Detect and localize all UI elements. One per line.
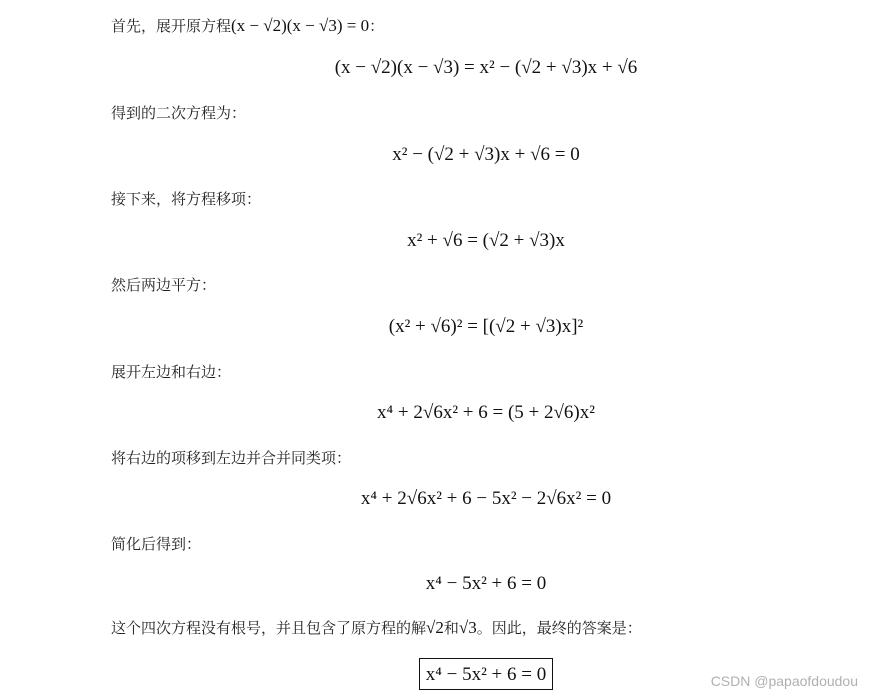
step-8-and: 和 bbox=[443, 619, 459, 637]
step-4-text: 然后两边平方： bbox=[111, 276, 217, 294]
step-1-text bbox=[111, 15, 384, 37]
step-1-label: 首先，展开原方程 bbox=[111, 17, 232, 35]
equation-2: x² − (√2 + √3)x + √6 = 0 bbox=[392, 144, 580, 165]
csdn-watermark: CSDN @papaofdoudou bbox=[710, 673, 858, 689]
equation-3: x² + √6 = (√2 + √3)x bbox=[407, 230, 565, 251]
step-8-text bbox=[111, 617, 642, 639]
equation-4: (x² + √6)² = [(√2 + √3)x]² bbox=[388, 316, 584, 337]
final-answer-box: x⁴ − 5x² + 6 = 0 bbox=[419, 658, 553, 690]
step-7-text: 简化后得到： bbox=[111, 535, 202, 553]
step-1-colon: ： bbox=[369, 17, 385, 35]
step-1-inline-equation: (x − √2)(x − √3) = 0 bbox=[231, 16, 370, 35]
step-3-text: 接下来，将方程移项： bbox=[111, 190, 262, 208]
equation-7: x⁴ − 5x² + 6 = 0 bbox=[425, 573, 547, 594]
step-5-text: 展开左边和右边： bbox=[111, 363, 232, 381]
equation-5: x⁴ + 2√6x² + 6 = (5 + 2√6)x² bbox=[377, 402, 595, 423]
step-8-root-2: √2 bbox=[426, 618, 444, 637]
equation-1: (x − √2)(x − √3) = x² − (√2 + √3)x + √6 bbox=[334, 57, 638, 78]
step-2-text: 得到的二次方程为： bbox=[111, 104, 247, 122]
step-8-root-3: √3 bbox=[458, 618, 477, 637]
step-6-text: 将右边的项移到左边并合并同类项： bbox=[111, 449, 352, 467]
step-8-conclusion: 。因此，最终的答案是： bbox=[476, 619, 642, 637]
step-8-label: 这个四次方程没有根号，并且包含了原方程的解 bbox=[111, 619, 427, 637]
equation-6: x⁴ + 2√6x² + 6 − 5x² − 2√6x² = 0 bbox=[360, 488, 612, 509]
